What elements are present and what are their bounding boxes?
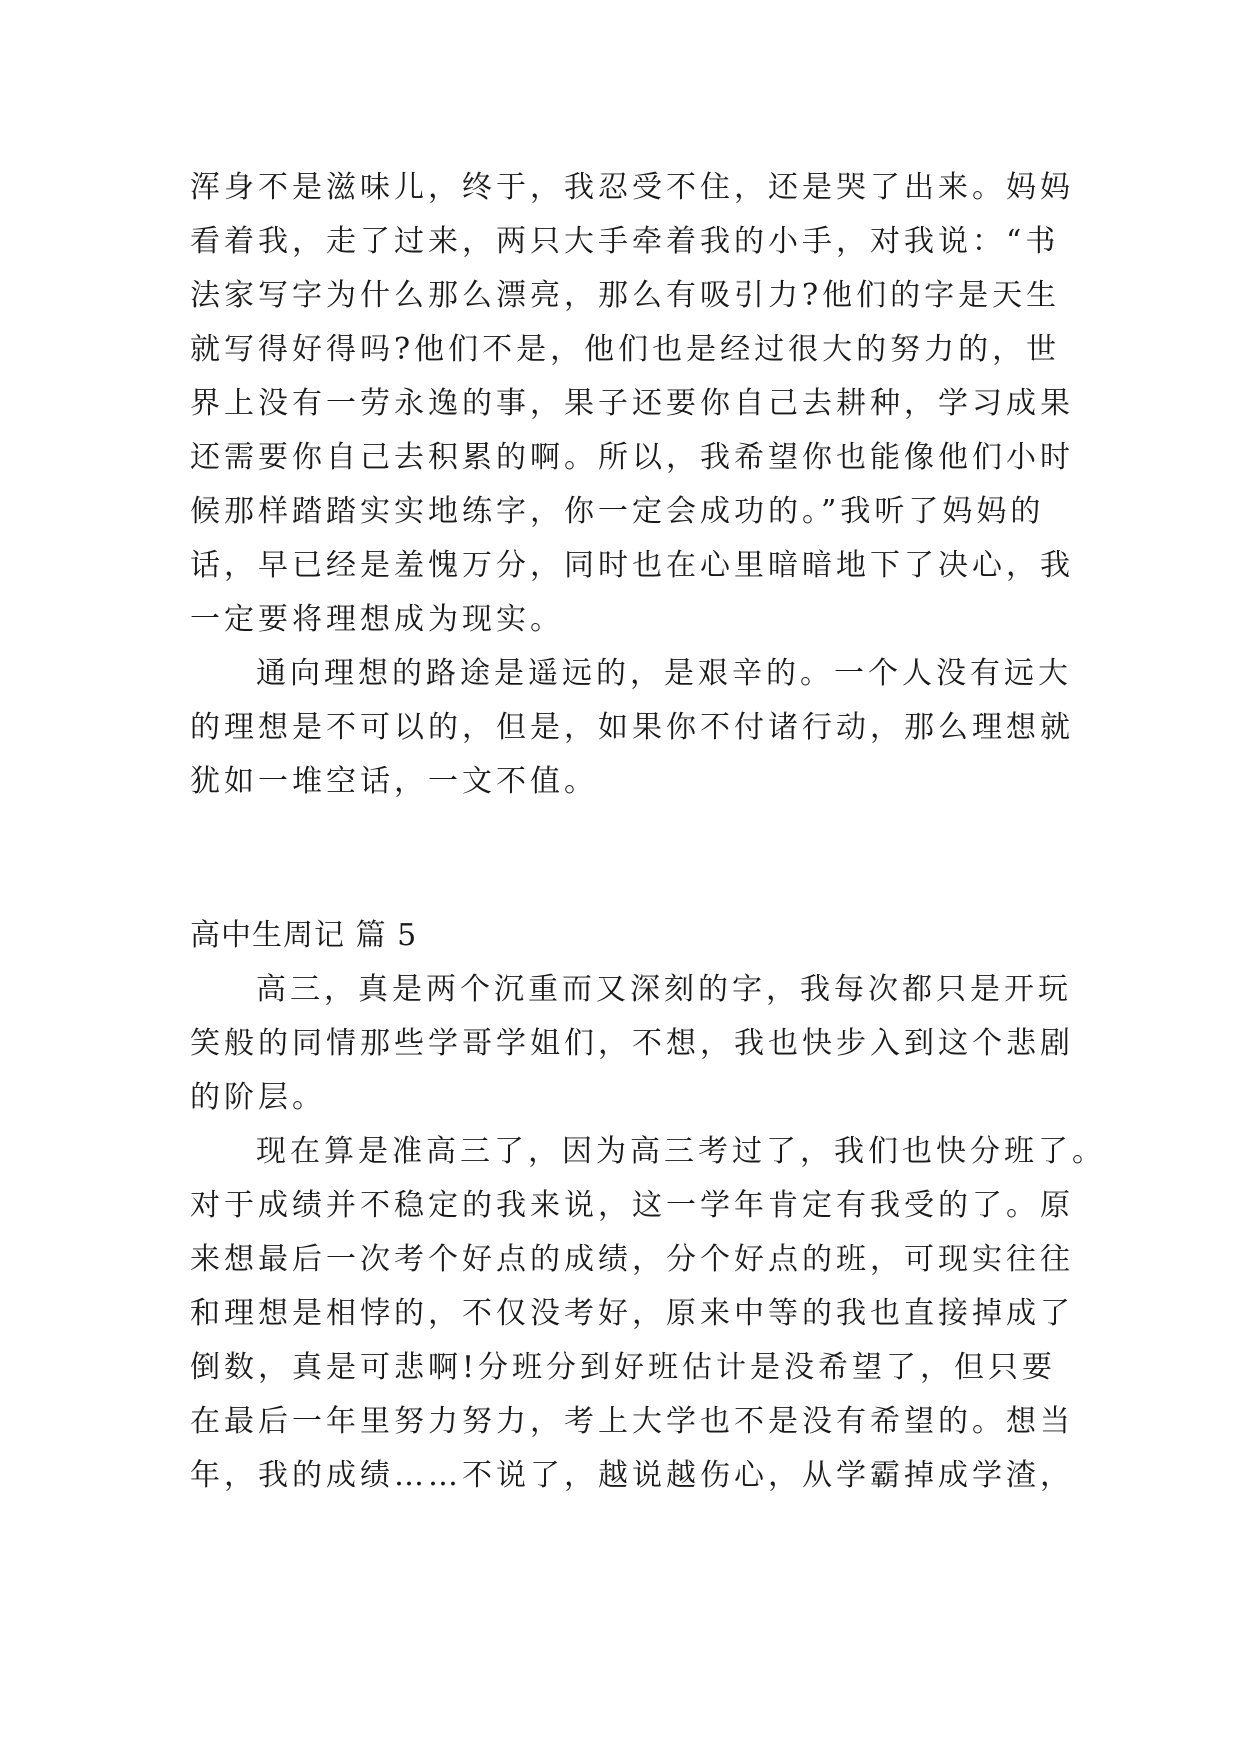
paragraph-line: 高三，真是两个沉重而又深刻的字，我每次都只是开玩 bbox=[256, 972, 1072, 1007]
paragraph-line: 年，我的成绩……不说了，越说越伤心，从学霸掉成学渣， bbox=[190, 1458, 1074, 1493]
paragraph-line: 一定要将理想成为现实。 bbox=[190, 602, 564, 637]
paragraph-line: 话，早已经是羞愧万分，同时也在心里暗暗地下了决心，我 bbox=[190, 548, 1074, 583]
section-title: 高中生周记 篇 5 bbox=[190, 918, 418, 953]
paragraph-line: 候那样踏踏实实地练字，你一定会成功的。”我听了妈妈的 bbox=[190, 494, 1045, 529]
paragraph-line: 浑身不是滋味儿，终于，我忍受不住，还是哭了出来。妈妈 bbox=[190, 170, 1074, 205]
paragraph-line: 现在算是准高三了，因为高三考过了，我们也快分班了。 bbox=[256, 1134, 1106, 1169]
paragraph-line: 来想最后一次考个好点的成绩，分个好点的班，可现实往往 bbox=[190, 1242, 1074, 1277]
paragraph-line: 看着我，走了过来，两只大手牵着我的小手，对我说：“书 bbox=[190, 224, 1060, 259]
paragraph-line: 还需要你自己去积累的啊。所以，我希望你也能像他们小时 bbox=[190, 440, 1074, 475]
paragraph-line: 犹如一堆空话，一文不值。 bbox=[190, 764, 598, 799]
paragraph-line: 就写得好得吗?他们不是，他们也是经过很大的努力的，世 bbox=[190, 332, 1061, 367]
paragraph-line: 对于成绩并不稳定的我来说，这一学年肯定有我受的了。原 bbox=[190, 1188, 1074, 1223]
paragraph-line: 界上没有一劳永逸的事，果子还要你自己去耕种，学习成果 bbox=[190, 386, 1074, 421]
paragraph-line: 倒数，真是可悲啊!分班分到好班估计是没希望了，但只要 bbox=[190, 1350, 1057, 1385]
paragraph-line: 通向理想的路途是遥远的，是艰辛的。一个人没有远大 bbox=[256, 656, 1072, 691]
paragraph-line: 法家写字为什么那么漂亮，那么有吸引力?他们的字是天生 bbox=[190, 278, 1061, 313]
paragraph-line: 笑般的同情那些学哥学姐们，不想，我也快步入到这个悲剧 bbox=[190, 1026, 1074, 1061]
paragraph-line: 的阶层。 bbox=[190, 1080, 326, 1115]
paragraph-line: 在最后一年里努力努力，考上大学也不是没有希望的。想当 bbox=[190, 1404, 1074, 1439]
paragraph-line: 的理想是不可以的，但是，如果你不付诸行动，那么理想就 bbox=[190, 710, 1074, 745]
paragraph-line: 和理想是相悖的，不仅没考好，原来中等的我也直接掉成了 bbox=[190, 1296, 1074, 1331]
